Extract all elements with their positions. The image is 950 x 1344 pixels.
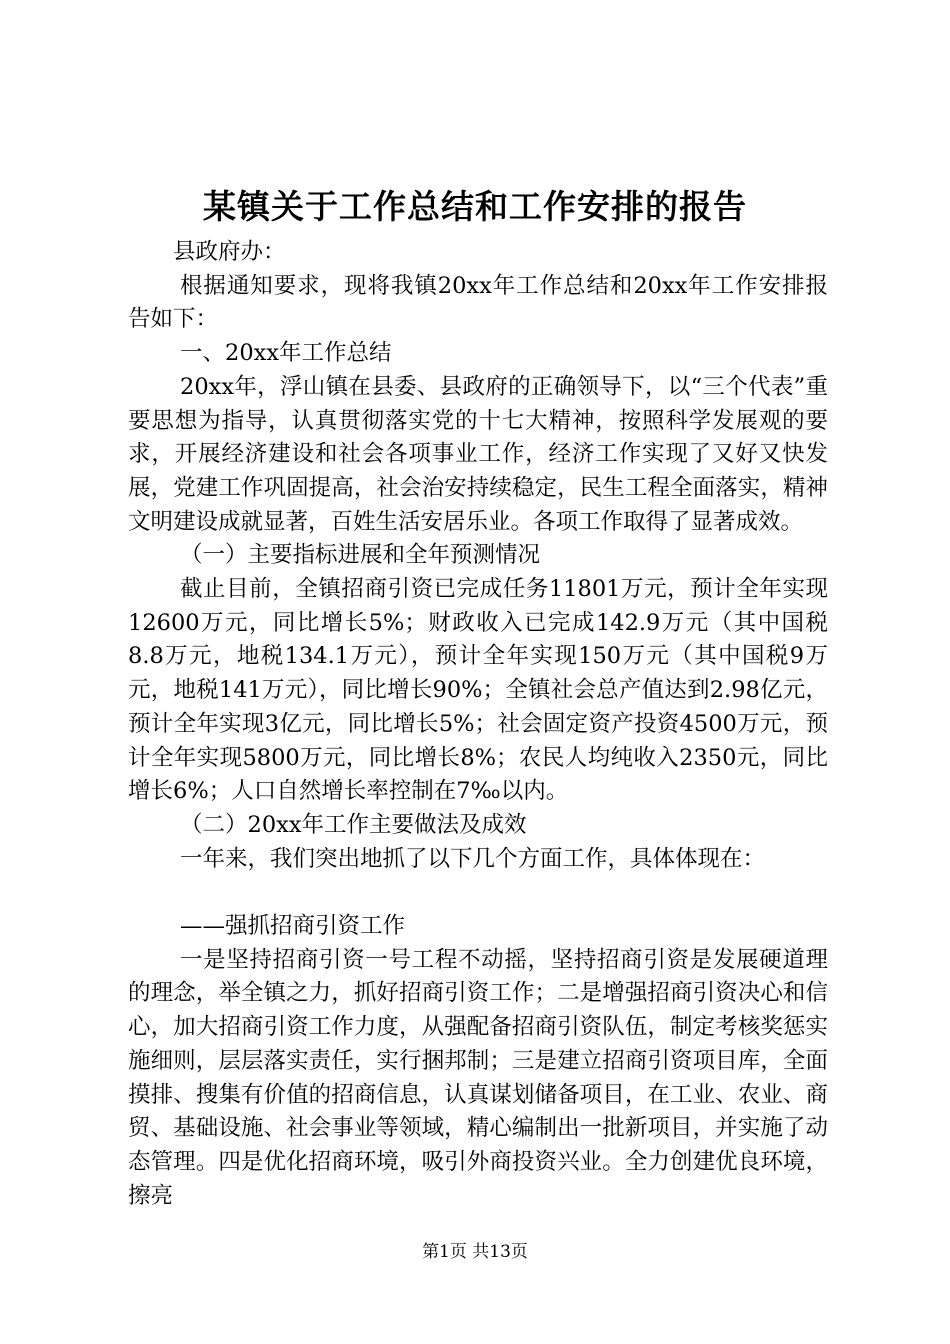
document-title: 某镇关于工作总结和工作安排的报告 — [203, 187, 747, 226]
investment-heading: ——强抓招商引资工作 — [180, 913, 406, 940]
indicators-paragraph: 截止目前，全镇招商引资已完成任务11801万元，预计全年实现12600万元，同比增长5%；财政收入已完成142.9万元（其中国税8.8万元，地税134.1万元），预计全年实现150万元（其中国税9万元，地税141万元），同比增长90%；全镇社会总产值达到2.98亿元，预计全年实现3亿元，同比增长5%；社会固定资产投资4500万元，预计全年实现5800万元，同比增长8%；农民人均纯收入2350元，同比增长6%；人口自然增长率控制在7‰以内。 — [128, 576, 828, 805]
document-body — [128, 236, 828, 1213]
investment-paragraph: 一是坚持招商引资一号工程不动摇，坚持招商引资是发展硬道理的理念，举全镇之力，抓好招商引资工作；二是增强招商引资决心和信心，加大招商引资工作力度，从强配备招商引资队伍，制定考核奖惩实施细则，层层落实责任，实行捆邦制；三是建立招商引资项目库，全面摸排、搜集有价值的招商信息，认真谋划储备项目，在工业、农业、商贸、基础设施、社会事业等领域，精心编制出一批新项目，并实施了动态管理。四是优化招商环境，吸引外商投资兴业。全力创建优良环境，擦亮 — [128, 946, 828, 1209]
summary-paragraph: 20xx年，浮山镇在县委、县政府的正确领导下，以“三个代表”重要思想为指导，认真贯彻落实党的十七大精神，按照科学发展观的要求，开展经济建设和社会各项事业工作，经济工作实现了又好又快发展，党建工作巩固提高，社会治安持续稳定，民生工程全面落实，精神文明建设成就显著，百姓生活安居乐业。各项工作取得了显著成效。 — [128, 373, 828, 535]
subsection-heading-2: （二）20xx年工作主要做法及成效 — [180, 811, 527, 838]
intro-paragraph: 根据通知要求，现将我镇20xx年工作总结和20xx年工作安排报告如下： — [128, 272, 828, 333]
salutation: 县政府办： — [173, 239, 286, 265]
subsection-heading-1: （一）主要指标进展和全年预测情况 — [180, 542, 541, 569]
page-footer: 第1页 共13页 — [422, 1242, 528, 1262]
work-intro-paragraph: 一年来，我们突出地抓了以下几个方面工作，具体体现在： — [180, 845, 766, 872]
blank-line — [128, 876, 828, 910]
section-heading-1: 一、20xx年工作总结 — [180, 340, 392, 367]
